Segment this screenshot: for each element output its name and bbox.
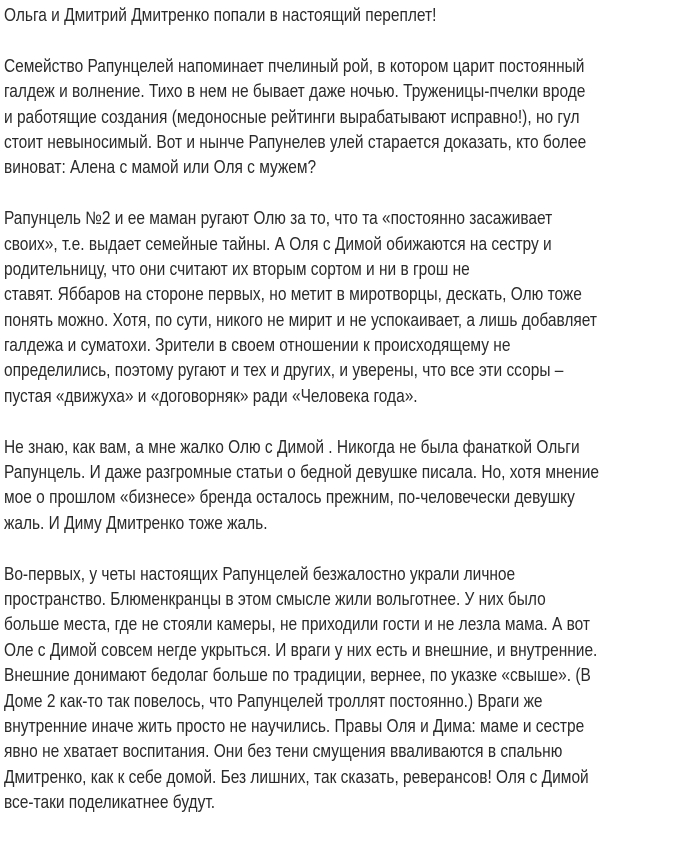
text-line: Рапунцель. И даже разгромные статьи о бедной девушке писала. Но, хотя мнение bbox=[4, 462, 599, 483]
text-line: галдеж и волнение. Тихо в нем не бывает даже ночью. Труженицы-пчелки вроде bbox=[4, 81, 586, 102]
text-line: понять можно. Хотя, по сути, никого не мирит и не успокаивает, а лишь добавляет bbox=[4, 309, 597, 330]
text-line: определились, поэтому ругают и тех и других, и уверены, что все эти ссоры – bbox=[4, 360, 564, 381]
text-line: больше места, где не стояли камеры, не приходили гости и не лезла мама. А вот bbox=[4, 614, 590, 635]
text-line: Доме 2 как-то так повелось, что Рапунцелей троллят постоянно.) Враги же bbox=[4, 690, 543, 711]
text-line: явно не хватает воспитания. Они без тени смущения вваливаются в спальню bbox=[4, 741, 563, 762]
title-line: Ольга и Дмитрий Дмитренко попали в настоящий переплет! bbox=[4, 5, 437, 25]
paragraph-1 bbox=[4, 54, 699, 181]
paragraph-3 bbox=[4, 435, 699, 537]
text-line: ставят. Яббаров на стороне первых, но метит в миротворцы, дескать, Олю тоже bbox=[4, 284, 582, 305]
text-line: и работящие создания (медоносные рейтинги вырабатывают исправно!), но гул bbox=[4, 106, 580, 127]
text-line: пространство. Блюменкранцы в этом смысле жили вольготнее. У них было bbox=[4, 588, 546, 609]
text-line: Семейство Рапунцелей напоминает пчелиный рой, в котором царит постоянный bbox=[4, 55, 585, 76]
text-line: Оле с Димой совсем негде укрыться. И враги у них есть и внешние, и внутренние. bbox=[4, 639, 598, 660]
text-line: Дмитренко, как к себе домой. Без лишних, так сказать, реверансов! Оля с Димой bbox=[4, 766, 589, 787]
text-line: все-таки поделикатнее будут. bbox=[4, 792, 216, 813]
paragraph-2 bbox=[4, 206, 699, 409]
text-line: галдежа и суматохи. Зрители в своем отношении к происходящему не bbox=[4, 335, 511, 356]
text-line: Внешние донимают бедолаг больше по традиции, вернее, по указке «свыше». (В bbox=[4, 665, 591, 686]
text-line: Рапунцель №2 и ее маман ругают Олю за то, что та «постоянно засаживает bbox=[4, 208, 553, 229]
text-line: Во-первых, у четы настоящих Рапунцелей безжалостно украли личное bbox=[4, 563, 516, 584]
text-line: жаль. И Диму Дмитренко тоже жаль. bbox=[4, 512, 268, 533]
text-line: стоит невыносимый. Вот и нынче Рапунелев улей старается доказать, кто более bbox=[4, 131, 587, 152]
text-line: пустая «движуха» и «договорняк» ради «Человека года». bbox=[4, 385, 418, 406]
text-line: мое о прошлом «бизнесе» бренда осталось прежним, по-человечески девушку bbox=[4, 487, 575, 508]
article-title bbox=[4, 3, 699, 28]
text-line: своих», т.е. выдает семейные тайны. А Оля с Димой обижаются на сестру и bbox=[4, 233, 552, 254]
text-line: Не знаю, как вам, а мне жалко Олю с Димой . Никогда не была фанаткой Ольги bbox=[4, 436, 580, 457]
text-line: виноват: Алена с мамой или Оля с мужем? bbox=[4, 157, 317, 178]
text-line: внутренние иначе жить просто не научились. Правы Оля и Дима: маме и сестре bbox=[4, 715, 585, 736]
text-line: родительницу, что они считают их вторым сортом и ни в грош не bbox=[4, 258, 470, 279]
paragraph-4 bbox=[4, 562, 699, 816]
